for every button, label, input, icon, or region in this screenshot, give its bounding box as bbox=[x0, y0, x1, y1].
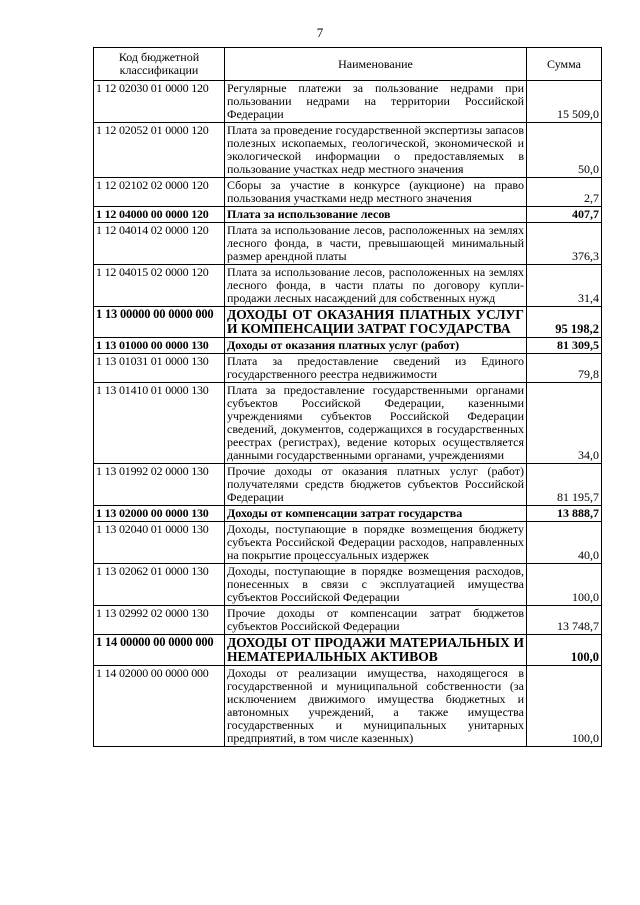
name-cell: Плата за использование лесов, расположенных на землях лесного фонда, в части платы по договору купли-продажи лесных насаждений для собственных нужд bbox=[225, 265, 527, 307]
sum-cell: 13 888,7 bbox=[527, 506, 602, 522]
name-cell: Доходы от компенсации затрат государства bbox=[225, 506, 527, 522]
name-cell: Прочие доходы от оказания платных услуг (работ) получателями средств бюджетов субъектов Российской Федерации bbox=[225, 464, 527, 506]
header-sum: Сумма bbox=[527, 48, 602, 81]
name-cell: Доходы от реализации имущества, находящегося в государственной и муниципальной собственности (за исключением движимого имущества бюджетных и автономных учреждений, а также имущества государственных и муниципальных унитарных предприятий, в том числе казенных) bbox=[225, 666, 527, 747]
table-row bbox=[94, 464, 602, 506]
header-code: Код бюджетной классификации bbox=[94, 48, 225, 81]
table-body bbox=[94, 81, 602, 747]
header-name: Наименование bbox=[225, 48, 527, 81]
code-cell: 1 12 04015 02 0000 120 bbox=[94, 265, 225, 307]
table-row bbox=[94, 506, 602, 522]
code-cell: 1 12 02052 01 0000 120 bbox=[94, 123, 225, 178]
table-row bbox=[94, 223, 602, 265]
sum-cell: 15 509,0 bbox=[527, 81, 602, 123]
table-row bbox=[94, 666, 602, 747]
table-header-row bbox=[94, 48, 602, 81]
table-row bbox=[94, 207, 602, 223]
sum-cell: 100,0 bbox=[527, 635, 602, 666]
code-cell: 1 14 00000 00 0000 000 bbox=[94, 635, 225, 666]
table-row bbox=[94, 178, 602, 207]
name-cell: Доходы от оказания платных услуг (работ) bbox=[225, 338, 527, 354]
code-cell: 1 13 01000 00 0000 130 bbox=[94, 338, 225, 354]
table-row bbox=[94, 522, 602, 564]
table-row bbox=[94, 354, 602, 383]
code-cell: 1 13 01992 02 0000 130 bbox=[94, 464, 225, 506]
sum-cell: 100,0 bbox=[527, 564, 602, 606]
code-cell: 1 13 02992 02 0000 130 bbox=[94, 606, 225, 635]
name-cell: Плата за предоставление сведений из Единого государственного реестра недвижимости bbox=[225, 354, 527, 383]
sum-cell: 81 309,5 bbox=[527, 338, 602, 354]
sum-cell: 376,3 bbox=[527, 223, 602, 265]
name-cell: Плата за использование лесов bbox=[225, 207, 527, 223]
sum-cell: 31,4 bbox=[527, 265, 602, 307]
code-cell: 1 13 01031 01 0000 130 bbox=[94, 354, 225, 383]
sum-cell: 407,7 bbox=[527, 207, 602, 223]
sum-cell: 81 195,7 bbox=[527, 464, 602, 506]
name-cell: Прочие доходы от компенсации затрат бюджетов субъектов Российской Федерации bbox=[225, 606, 527, 635]
name-cell: ДОХОДЫ ОТ ПРОДАЖИ МАТЕРИАЛЬНЫХ И НЕМАТЕРИАЛЬНЫХ АКТИВОВ bbox=[225, 635, 527, 666]
table-row bbox=[94, 81, 602, 123]
code-cell: 1 13 02000 00 0000 130 bbox=[94, 506, 225, 522]
code-cell: 1 13 00000 00 0000 000 bbox=[94, 307, 225, 338]
page-number: 7 bbox=[316, 25, 324, 40]
sum-cell: 95 198,2 bbox=[527, 307, 602, 338]
sum-cell: 79,8 bbox=[527, 354, 602, 383]
sum-cell: 2,7 bbox=[527, 178, 602, 207]
code-cell: 1 13 01410 01 0000 130 bbox=[94, 383, 225, 464]
table-row bbox=[94, 383, 602, 464]
table-row bbox=[94, 635, 602, 666]
code-cell: 1 12 02030 01 0000 120 bbox=[94, 81, 225, 123]
table-row bbox=[94, 307, 602, 338]
name-cell: Плата за использование лесов, расположенных на землях лесного фонда, в части, превышающей минимальный размер арендной платы bbox=[225, 223, 527, 265]
name-cell: ДОХОДЫ ОТ ОКАЗАНИЯ ПЛАТНЫХ УСЛУГ И КОМПЕНСАЦИИ ЗАТРАТ ГОСУДАРСТВА bbox=[225, 307, 527, 338]
table-row bbox=[94, 338, 602, 354]
sum-cell: 50,0 bbox=[527, 123, 602, 178]
sum-cell: 34,0 bbox=[527, 383, 602, 464]
name-cell: Плата за проведение государственной экспертизы запасов полезных ископаемых, геологической, экономической и экологической информации о предоставляемых в пользование участках недр местного значения bbox=[225, 123, 527, 178]
budget-revenue-table bbox=[93, 47, 602, 747]
name-cell: Доходы, поступающие в порядке возмещения бюджету субъекта Российской Федерации расходов, направленных на покрытие процессуальных издержек bbox=[225, 522, 527, 564]
code-cell: 1 12 04000 00 0000 120 bbox=[94, 207, 225, 223]
code-cell: 1 13 02062 01 0000 130 bbox=[94, 564, 225, 606]
name-cell: Сборы за участие в конкурсе (аукционе) на право пользования участками недр местного значения bbox=[225, 178, 527, 207]
code-cell: 1 12 04014 02 0000 120 bbox=[94, 223, 225, 265]
name-cell: Плата за предоставление государственными органами субъектов Российской Федерации, казенными учреждениями субъектов Российской Федерации сведений, документов, содержащихся в государственных реестрах (регистрах), ведение которых осуществляется данными государственными органами, учреждениями bbox=[225, 383, 527, 464]
table-row bbox=[94, 564, 602, 606]
code-cell: 1 13 02040 01 0000 130 bbox=[94, 522, 225, 564]
table-row bbox=[94, 606, 602, 635]
name-cell: Доходы, поступающие в порядке возмещения расходов, понесенных в связи с эксплуатацией имущества субъектов Российской Федерации bbox=[225, 564, 527, 606]
code-cell: 1 14 02000 00 0000 000 bbox=[94, 666, 225, 747]
table-row bbox=[94, 123, 602, 178]
sum-cell: 100,0 bbox=[527, 666, 602, 747]
name-cell: Регулярные платежи за пользование недрами при пользовании недрами на территории Российской Федерации bbox=[225, 81, 527, 123]
sum-cell: 13 748,7 bbox=[527, 606, 602, 635]
code-cell: 1 12 02102 02 0000 120 bbox=[94, 178, 225, 207]
sum-cell: 40,0 bbox=[527, 522, 602, 564]
table-row bbox=[94, 265, 602, 307]
